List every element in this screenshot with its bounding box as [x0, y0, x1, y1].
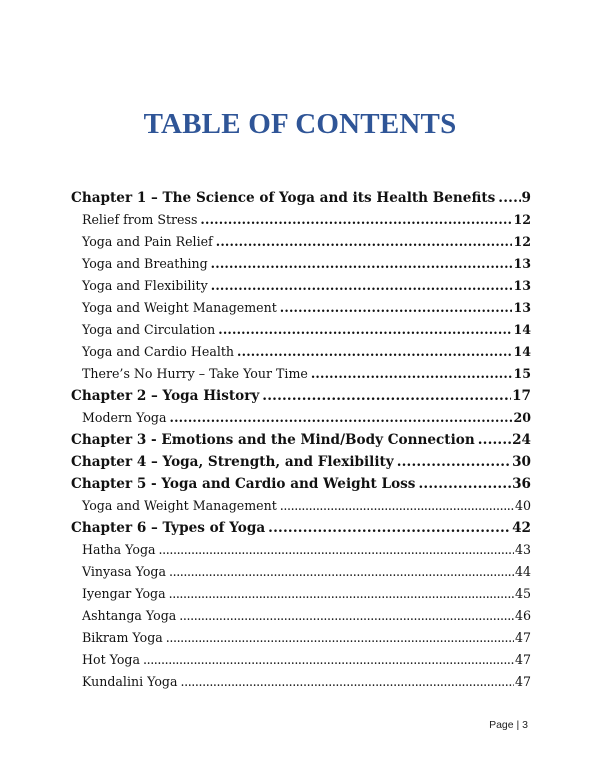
toc-section-row[interactable]: [71, 671, 531, 693]
toc-section-row[interactable]: [71, 253, 531, 275]
toc-section-row[interactable]: [71, 583, 531, 605]
toc-section-row[interactable]: [71, 297, 531, 319]
toc-entry-label: Yoga and Pain Relief: [82, 234, 213, 249]
toc-page-number: 13: [513, 256, 531, 271]
toc-page-number: 17: [512, 388, 531, 404]
page-title: TABLE OF CONTENTS: [143, 108, 457, 140]
toc-page-number: 12: [513, 234, 531, 249]
toc-page-number: 20: [513, 410, 531, 425]
toc-page-number: 45: [514, 586, 531, 601]
toc-page-number: 47: [514, 630, 531, 645]
toc-page-number: 47: [514, 674, 531, 689]
toc-entry-label: Chapter 2 – Yoga History: [71, 388, 260, 404]
leader-dots: [418, 473, 511, 495]
toc-page-number: 47: [514, 652, 531, 667]
leader-dots: [237, 341, 512, 363]
toc-chapter-row[interactable]: [71, 187, 531, 209]
toc-page-number: 43: [514, 542, 531, 557]
leader-dots: [218, 319, 512, 341]
toc-page-number: 13: [513, 300, 531, 315]
table-of-contents: [71, 187, 531, 693]
page-footer: Page | 3: [489, 719, 528, 731]
toc-entry-label: Chapter 4 – Yoga, Strength, and Flexibility: [71, 454, 394, 470]
leader-dots: [143, 649, 514, 671]
leader-dots: [159, 539, 514, 561]
toc-page-number: 14: [513, 322, 531, 337]
toc-page-number: 12: [513, 212, 531, 227]
leader-dots: [169, 583, 514, 605]
leader-dots: [268, 517, 511, 539]
toc-page-number: 24: [512, 432, 531, 448]
toc-page-number: 36: [512, 476, 531, 492]
toc-entry-label: Yoga and Weight Management: [82, 300, 277, 315]
toc-chapter-row[interactable]: [71, 451, 531, 473]
toc-page-number: 14: [513, 344, 531, 359]
toc-page-number: 13: [513, 278, 531, 293]
toc-entry-label: Vinyasa Yoga: [82, 564, 166, 579]
leader-dots: [478, 429, 511, 451]
toc-section-row[interactable]: [71, 319, 531, 341]
toc-page-number: 30: [512, 454, 531, 470]
toc-chapter-row[interactable]: [71, 385, 531, 407]
leader-dots: [216, 231, 513, 253]
toc-entry-label: Chapter 1 – The Science of Yoga and its Health Benefits: [71, 190, 496, 206]
toc-entry-label: Hatha Yoga: [82, 542, 156, 557]
toc-entry-label: Bikram Yoga: [82, 630, 163, 645]
toc-section-row[interactable]: [71, 539, 531, 561]
leader-dots: [280, 495, 514, 517]
toc-entry-label: Modern Yoga: [82, 410, 167, 425]
toc-section-row[interactable]: [71, 275, 531, 297]
leader-dots: [211, 275, 513, 297]
toc-entry-label: Yoga and Breathing: [82, 256, 208, 271]
leader-dots: [280, 297, 513, 319]
leader-dots: [311, 363, 513, 385]
toc-entry-label: Yoga and Weight Management: [82, 498, 277, 513]
toc-entry-label: Yoga and Circulation: [82, 322, 216, 337]
leader-dots: [262, 385, 511, 407]
toc-entry-label: Hot Yoga: [82, 652, 140, 667]
leader-dots: [166, 627, 514, 649]
toc-entry-label: Yoga and Cardio Health: [82, 344, 235, 359]
toc-section-row[interactable]: [71, 605, 531, 627]
toc-section-row[interactable]: [71, 561, 531, 583]
toc-section-row[interactable]: [71, 627, 531, 649]
leader-dots: [498, 187, 520, 209]
leader-dots: [169, 561, 514, 583]
toc-section-row[interactable]: [71, 341, 531, 363]
toc-entry-label: Kundalini Yoga: [82, 674, 178, 689]
leader-dots: [200, 209, 512, 231]
toc-chapter-row[interactable]: [71, 517, 531, 539]
toc-page-number: 44: [514, 564, 531, 579]
toc-page-number: 9: [521, 190, 531, 206]
toc-chapter-row[interactable]: [71, 473, 531, 495]
toc-page-number: 46: [514, 608, 531, 623]
toc-page-number: 40: [514, 498, 531, 513]
toc-entry-label: There’s No Hurry – Take Your Time: [82, 366, 308, 381]
leader-dots: [397, 451, 511, 473]
toc-section-row[interactable]: [71, 209, 531, 231]
leader-dots: [179, 605, 514, 627]
toc-section-row[interactable]: [71, 231, 531, 253]
toc-entry-label: Chapter 6 – Types of Yoga: [71, 520, 266, 536]
toc-section-row[interactable]: [71, 363, 531, 385]
toc-section-row[interactable]: [71, 649, 531, 671]
toc-chapter-row[interactable]: [71, 429, 531, 451]
toc-page-number: 42: [512, 520, 531, 536]
toc-entry-label: Yoga and Flexibility: [82, 278, 208, 293]
toc-entry-label: Ashtanga Yoga: [82, 608, 177, 623]
toc-entry-label: Iyengar Yoga: [82, 586, 166, 601]
toc-entry-label: Chapter 5 - Yoga and Cardio and Weight Loss: [71, 476, 416, 492]
toc-section-row[interactable]: [71, 407, 531, 429]
toc-section-row[interactable]: [71, 495, 531, 517]
toc-page-number: 15: [513, 366, 531, 381]
toc-entry-label: Chapter 3 - Emotions and the Mind/Body Connection: [71, 432, 475, 448]
leader-dots: [211, 253, 513, 275]
leader-dots: [181, 671, 514, 693]
toc-entry-label: Relief from Stress: [82, 212, 198, 227]
leader-dots: [170, 407, 513, 429]
